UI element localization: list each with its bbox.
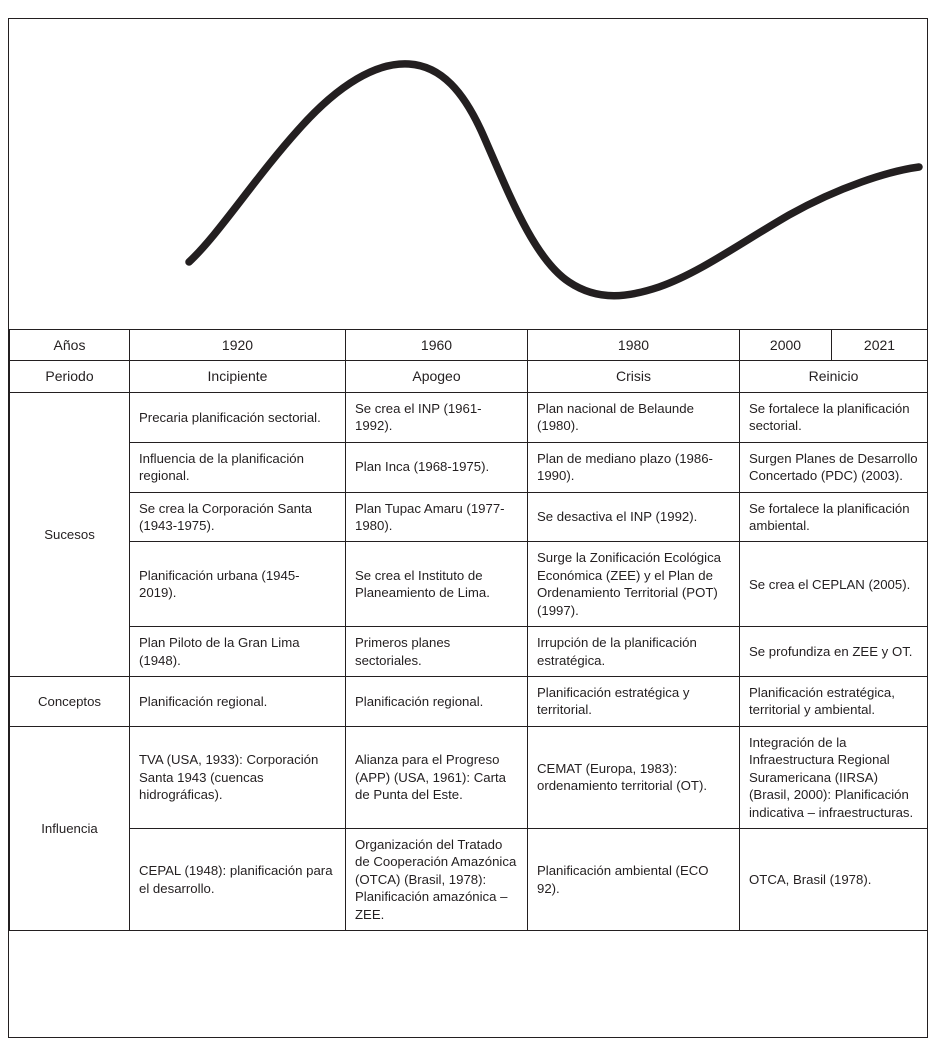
cell: Se crea la Corporación Santa (1943-1975).	[130, 492, 346, 542]
cell: Plan de mediano plazo (1986-1990).	[528, 442, 740, 492]
year-2000: 2000	[740, 330, 832, 361]
cell: Planificación regional.	[346, 677, 528, 727]
cell: Plan nacional de Belaunde (1980).	[528, 392, 740, 442]
row-label-sucesos: Sucesos	[10, 392, 130, 676]
cell: Se crea el INP (1961-1992).	[346, 392, 528, 442]
cell: Precaria planificación sectorial.	[130, 392, 346, 442]
row-label-influencia: Influencia	[10, 726, 130, 930]
cell: OTCA, Brasil (1978).	[740, 828, 928, 930]
cell: TVA (USA, 1933): Corporación Santa 1943 (cuencas hidrográficas).	[130, 726, 346, 828]
s-curve-icon	[9, 19, 927, 329]
period-reinicio: Reinicio	[740, 361, 928, 392]
cell: Se crea el Instituto de Planeamiento de Lima.	[346, 542, 528, 627]
period-apogeo: Apogeo	[346, 361, 528, 392]
cell: Plan Tupac Amaru (1977-1980).	[346, 492, 528, 542]
cell: Plan Inca (1968-1975).	[346, 442, 528, 492]
cell: Surgen Planes de Desarrollo Concertado (PDC) (2003).	[740, 442, 928, 492]
cell: Irrupción de la planificación estratégica.	[528, 627, 740, 677]
table-row	[10, 392, 928, 442]
period-incipiente: Incipiente	[130, 361, 346, 392]
cell: Planificación estratégica y territorial.	[528, 677, 740, 727]
cell: Surge la Zonificación Ecológica Económica (ZEE) y el Plan de Ordenamiento Territorial (POT) (1997).	[528, 542, 740, 627]
cell: Primeros planes sectoriales.	[346, 627, 528, 677]
period-crisis: Crisis	[528, 361, 740, 392]
table-row	[10, 627, 928, 677]
cell: Planificación regional.	[130, 677, 346, 727]
row-label-conceptos: Conceptos	[10, 677, 130, 727]
cell: Plan Piloto de la Gran Lima (1948).	[130, 627, 346, 677]
cell: Planificación estratégica, territorial y ambiental.	[740, 677, 928, 727]
cell: Planificación ambiental (ECO 92).	[528, 828, 740, 930]
cell: Se fortalece la planificación ambiental.	[740, 492, 928, 542]
cell: CEMAT (Europa, 1983): ordenamiento territorial (OT).	[528, 726, 740, 828]
year-1920: 1920	[130, 330, 346, 361]
table-row-period	[10, 361, 928, 392]
year-2021: 2021	[832, 330, 928, 361]
cell: Planificación urbana (1945-2019).	[130, 542, 346, 627]
cell: Se fortalece la planificación sectorial.	[740, 392, 928, 442]
cell: Se profundiza en ZEE y OT.	[740, 627, 928, 677]
table-row	[10, 442, 928, 492]
table-row	[10, 677, 928, 727]
cell: Organización del Tratado de Cooperación Amazónica (OTCA) (Brasil, 1978): Planificación amazónica – ZEE.	[346, 828, 528, 930]
table-row	[10, 726, 928, 828]
figure-frame	[8, 18, 928, 1038]
cell: Alianza para el Progreso (APP) (USA, 1961): Carta de Punta del Este.	[346, 726, 528, 828]
years-label: Años	[10, 330, 130, 361]
timeline-table	[9, 329, 928, 931]
cell: CEPAL (1948): planificación para el desarrollo.	[130, 828, 346, 930]
table-row	[10, 828, 928, 930]
cell: Se crea el CEPLAN (2005).	[740, 542, 928, 627]
year-1960: 1960	[346, 330, 528, 361]
year-1980: 1980	[528, 330, 740, 361]
period-label: Periodo	[10, 361, 130, 392]
cell: Influencia de la planificación regional.	[130, 442, 346, 492]
cell: Se desactiva el INP (1992).	[528, 492, 740, 542]
table-row	[10, 492, 928, 542]
cell: Integración de la Infraestructura Regional Suramericana (IIRSA) (Brasil, 2000): Planificación indicativa – infraestructuras.	[740, 726, 928, 828]
table-row-years	[10, 330, 928, 361]
curve-chart	[9, 19, 927, 329]
table-row	[10, 542, 928, 627]
